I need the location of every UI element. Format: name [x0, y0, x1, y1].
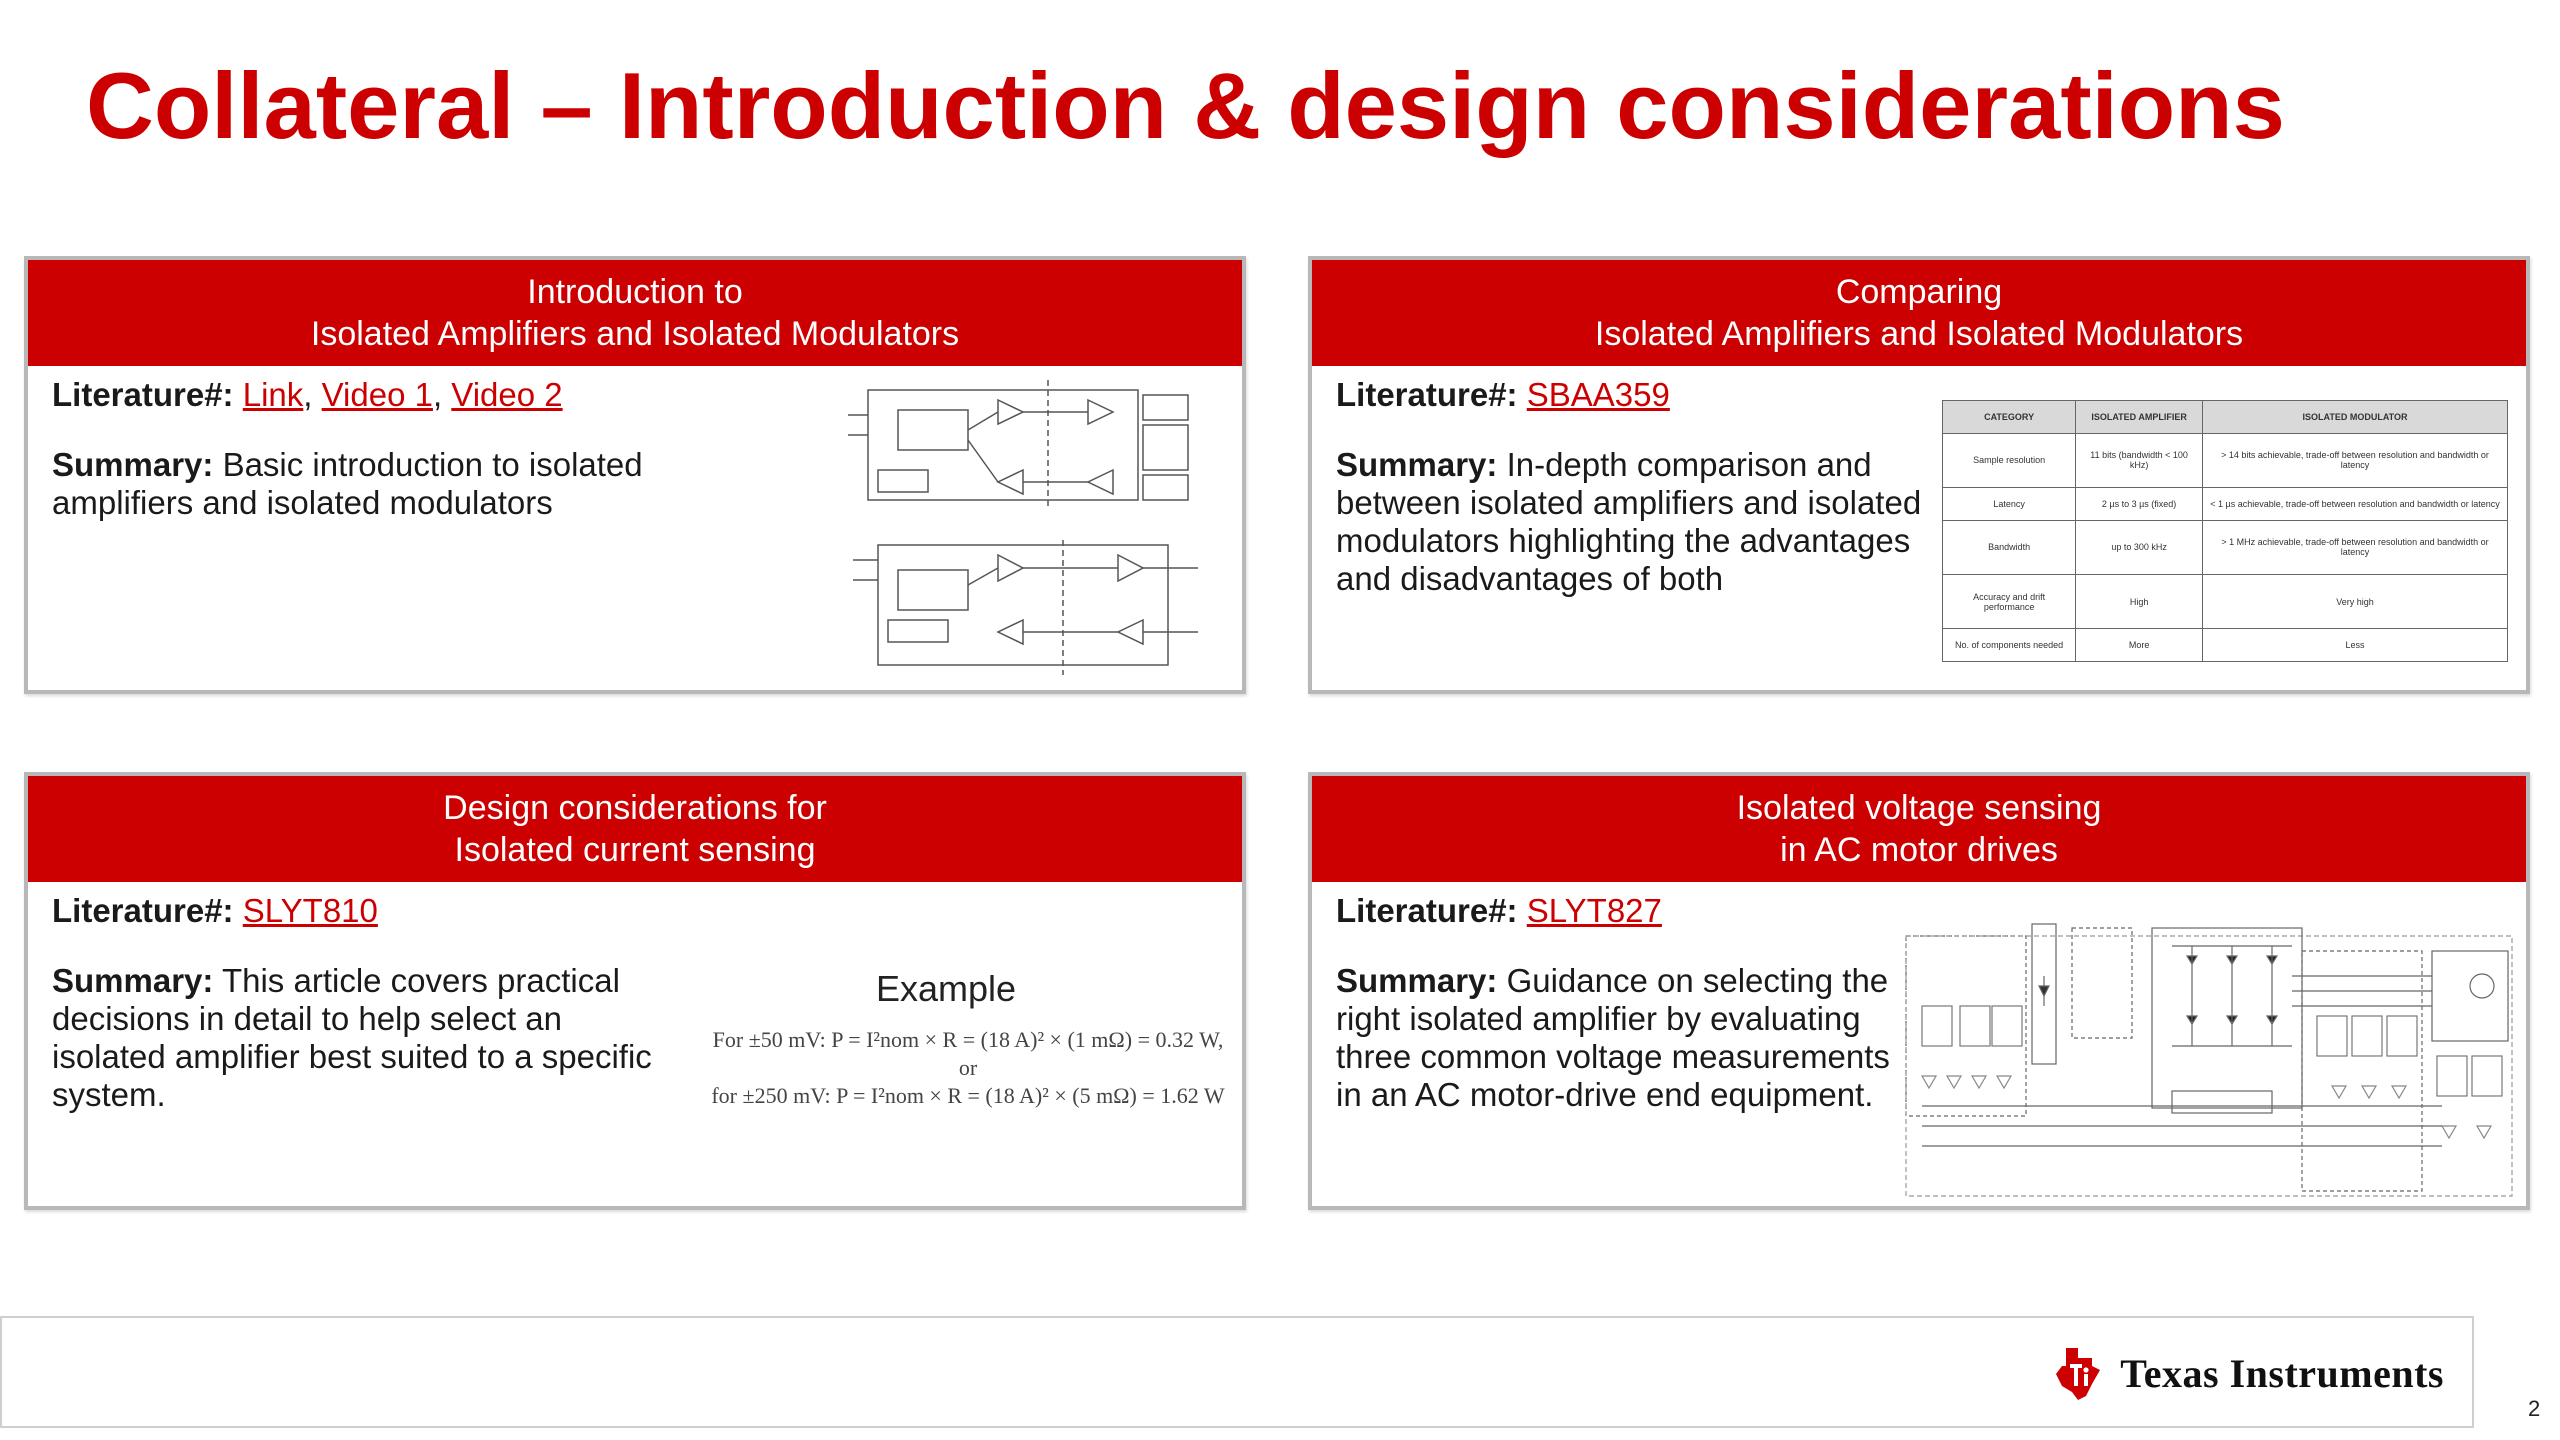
card-header-line2: Isolated Amplifiers and Isolated Modulators [1594, 315, 2244, 353]
table-row [1943, 488, 2508, 521]
table-cell: Less [2203, 629, 2508, 662]
table-cell: 11 bits (bandwidth < 100 kHz) [2076, 433, 2203, 487]
link-slyt810[interactable]: SLYT810 [242, 892, 378, 929]
card-header [28, 776, 1242, 882]
comparison-table [1942, 400, 2508, 662]
summary-text: Basic introduction to isolated amplifiers and isolated modulators [52, 446, 643, 521]
link-sbaa359[interactable]: SBAA359 [1526, 376, 1670, 413]
table-cell: up to 300 kHz [2076, 520, 2203, 574]
literature-label: Literature#: [1336, 892, 1518, 929]
card-header-line1: Design considerations for [443, 789, 827, 827]
page-number: 2 [2528, 1396, 2541, 1421]
link-slyt827[interactable]: SLYT827 [1526, 892, 1662, 929]
literature-line: Literature#: Link, Video 1, Video 2 [52, 376, 563, 413]
link-video-1[interactable]: Video 1 [321, 376, 433, 413]
footer-bar [0, 1316, 2474, 1428]
texas-instruments-logo [2048, 1344, 2444, 1402]
slide-title: Collateral – Introduction & design considerations [86, 53, 2285, 158]
card-header-line1: Comparing [1835, 273, 2003, 311]
summary-text: In-depth comparison and between isolated amplifiers and isolated modulators highlighting the advantages and disadvantages of both [1336, 446, 1922, 597]
table-cell: 2 µs to 3 µs (fixed) [2076, 488, 2203, 521]
table-row [1943, 520, 2508, 574]
table-cell: Sample resolution [1943, 433, 2076, 487]
literature-line [1336, 892, 1662, 930]
card-header-line1: Introduction to [527, 273, 743, 311]
literature-line [52, 892, 378, 930]
card-header-line2: Isolated Amplifiers and Isolated Modulators [310, 315, 960, 353]
table-cell: Accuracy and drift performance [1943, 575, 2076, 629]
summary-label: Summary: [52, 962, 214, 999]
example-label: Example [876, 968, 1017, 1009]
link-literature[interactable]: Link [242, 376, 304, 413]
table-cell: Bandwidth [1943, 520, 2076, 574]
table-cell: Latency [1943, 488, 2076, 521]
card-design-considerations [24, 772, 1246, 1210]
card-intro [24, 256, 1246, 694]
literature-label: Literature#: [52, 376, 234, 413]
link-video-2[interactable]: Video 2 [451, 376, 563, 413]
card-voltage-sensing [1308, 772, 2530, 1210]
table-header-cell: ISOLATED MODULATOR [2203, 401, 2508, 434]
power-equation-250mv: for ±250 mV: P = I²nom × R = (18 A)² × (5 mΩ) = 1.62 W [711, 1083, 1225, 1108]
table-header-cell: ISOLATED AMPLIFIER [2076, 401, 2203, 434]
literature-label: Literature#: [52, 892, 234, 929]
card-header [28, 260, 1242, 366]
table-cell: No. of components needed [1943, 629, 2076, 662]
table-cell: More [2076, 629, 2203, 662]
card-header [1312, 260, 2526, 366]
table-cell: > 14 bits achievable, trade-off between resolution and bandwidth or latency [2203, 433, 2508, 487]
table-cell: > 1 MHz achievable, trade-off between resolution and bandwidth or latency [2203, 520, 2508, 574]
summary [1336, 962, 1896, 1114]
power-equation-50mv: For ±50 mV: P = I²nom × R = (18 A)² × (1 mΩ) = 0.32 W, [712, 1027, 1224, 1052]
card-header-line2: in AC motor drives [1780, 831, 2058, 869]
table-row [1943, 575, 2508, 629]
summary-label: Summary: [1336, 446, 1498, 483]
table-row [1943, 433, 2508, 487]
card-header-line2: Isolated current sensing [454, 831, 816, 869]
table-header-cell: CATEGORY [1943, 401, 2076, 434]
literature-label: Literature#: [1336, 376, 1518, 413]
isolated-amplifier-block-diagram [838, 370, 1238, 690]
equation-or: or [958, 1055, 978, 1080]
card-header-line1: Isolated voltage sensing [1736, 789, 2102, 827]
motor-drive-schematic [1902, 916, 2522, 1206]
ti-state-icon [2048, 1344, 2106, 1402]
table-cell: < 1 µs achievable, trade-off between resolution and bandwidth or latency [2203, 488, 2508, 521]
summary-text: This article covers practical decisions in detail to help select an isolated amplifier best suited to a specific system. [52, 962, 652, 1113]
card-comparing [1308, 256, 2530, 694]
card-header [1312, 776, 2526, 882]
summary [52, 446, 692, 522]
table-cell: Very high [2203, 575, 2508, 629]
summary-label: Summary: [1336, 962, 1498, 999]
ti-wordmark: Texas Instruments [2120, 1350, 2444, 1396]
literature-line [1336, 376, 1670, 414]
summary-label: Summary: [52, 446, 214, 483]
summary [1336, 446, 1936, 598]
summary [52, 962, 672, 1114]
summary-text: Guidance on selecting the right isolated amplifier by evaluating three common voltage measurements in an AC motor-drive end equipment. [1336, 962, 1890, 1113]
table-cell: High [2076, 575, 2203, 629]
table-row [1943, 629, 2508, 662]
